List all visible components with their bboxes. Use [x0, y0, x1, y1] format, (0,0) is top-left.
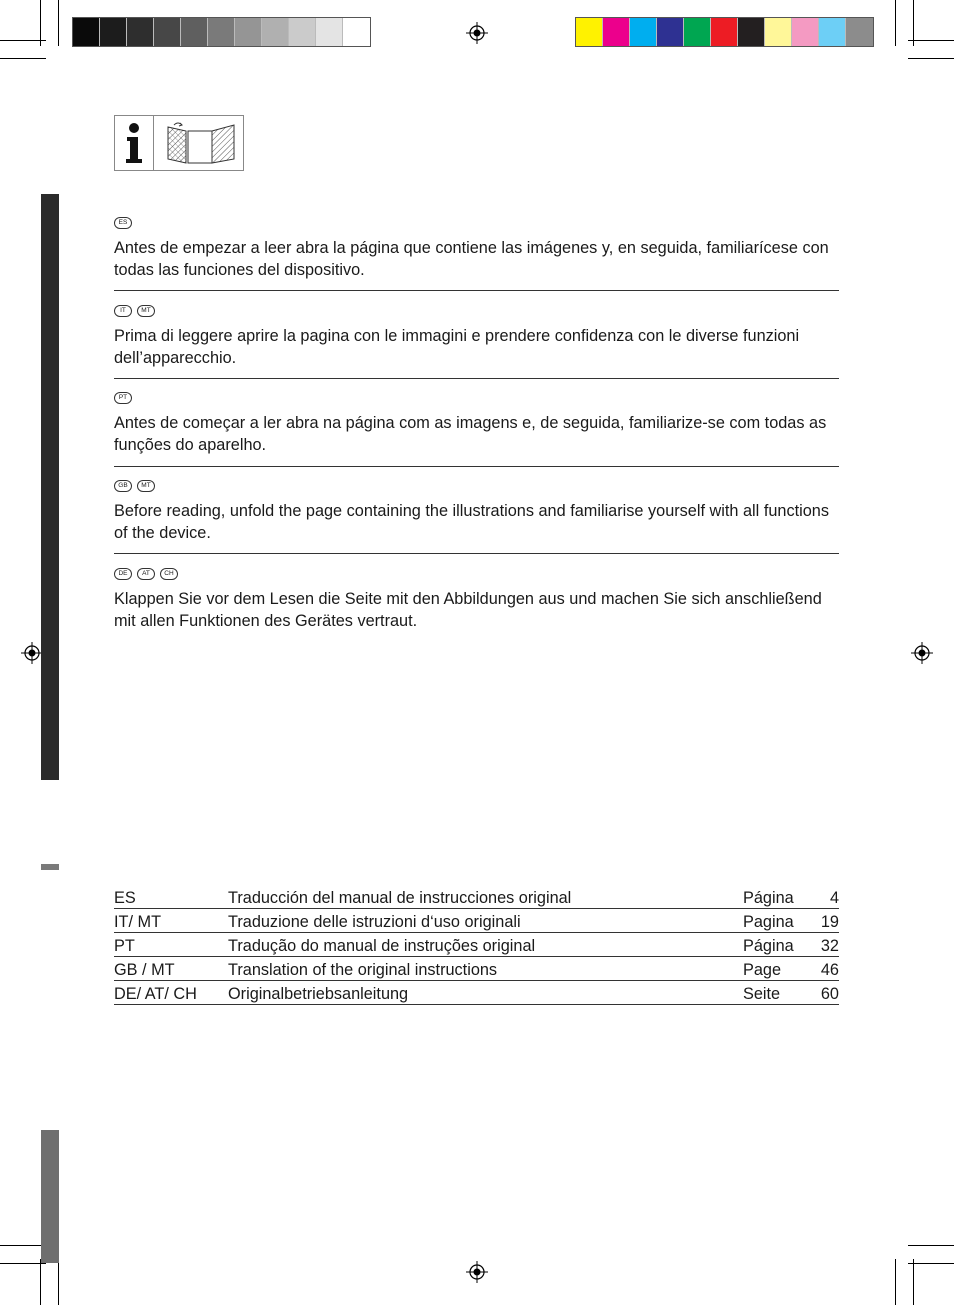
- color-swatch: [208, 18, 235, 46]
- crop-mark: [908, 40, 954, 41]
- side-bar-small: [41, 864, 59, 870]
- section-text: Klappen Sie vor dem Lesen die Seite mit den Abbildungen aus und machen Sie sich anschließend mit allen Funktionen des Gerätes vertraut.: [114, 590, 822, 630]
- color-swatch: [630, 18, 657, 46]
- toc-page-label: Seite: [743, 981, 803, 1005]
- language-badge: AT: [137, 568, 155, 580]
- language-badge: MT: [137, 480, 155, 492]
- crop-mark: [40, 1259, 41, 1305]
- registration-mark-icon: [466, 1261, 488, 1283]
- color-swatch: [73, 18, 100, 46]
- language-badges: [114, 305, 839, 317]
- table-row[interactable]: [114, 885, 839, 909]
- info-icon-box: [114, 115, 244, 171]
- section-text: Prima di leggere aprire la pagina con le immagini e prendere confidenza con le diverse funzioni dell’apparecchio.: [114, 327, 800, 367]
- color-swatch: [154, 18, 181, 46]
- crop-mark: [0, 1263, 46, 1264]
- section-pt: [114, 392, 839, 467]
- toc-page-number: 19: [803, 909, 839, 933]
- language-badge: ES: [114, 217, 132, 229]
- language-badge: CH: [160, 568, 178, 580]
- color-swatch: [316, 18, 343, 46]
- toc-language: ES: [114, 885, 228, 909]
- toc-page-number: 60: [803, 981, 839, 1005]
- registration-mark-icon: [21, 642, 43, 664]
- crop-mark: [58, 1259, 59, 1305]
- color-swatch: [819, 18, 846, 46]
- language-badge: PT: [114, 392, 132, 404]
- table-row[interactable]: [114, 957, 839, 981]
- color-swatch: [127, 18, 154, 46]
- language-badge: MT: [137, 305, 155, 317]
- toc-title: Traducción del manual de instrucciones original: [228, 885, 743, 909]
- crop-mark: [895, 1259, 896, 1305]
- section-text: Antes de empezar a leer abra la página que contiene las imágenes y, en seguida, familiarícese con todas las funciones del dispositivo.: [114, 239, 829, 279]
- language-badges: [114, 480, 839, 492]
- table-row[interactable]: [114, 933, 839, 957]
- crop-mark: [0, 58, 46, 59]
- crop-mark: [0, 40, 46, 41]
- toc-page-label: Page: [743, 957, 803, 981]
- section-it-mt: [114, 305, 839, 379]
- toc-title: Traduzione delle istruzioni d‘uso originali: [228, 909, 743, 933]
- color-swatch: [684, 18, 711, 46]
- fold-out-page-icon: [154, 116, 243, 170]
- language-badge: IT: [114, 305, 132, 317]
- color-swatch: [576, 18, 603, 46]
- registration-mark-icon: [466, 22, 488, 44]
- toc-language: IT/ MT: [114, 909, 228, 933]
- language-badge: GB: [114, 480, 132, 492]
- crop-mark: [913, 1259, 914, 1305]
- toc-language: DE/ AT/ CH: [114, 981, 228, 1005]
- toc-page-number: 32: [803, 933, 839, 957]
- language-badge: DE: [114, 568, 132, 580]
- toc-page-label: Página: [743, 885, 803, 909]
- side-bar-bottom: [41, 1130, 59, 1263]
- toc-page-number: 4: [803, 885, 839, 909]
- grayscale-bar: [72, 17, 371, 47]
- section-text: Before reading, unfold the page containing the illustrations and familiarise yourself with all functions of the device.: [114, 502, 829, 542]
- toc-page-label: Pagina: [743, 909, 803, 933]
- toc-title: Translation of the original instructions: [228, 957, 743, 981]
- section-gb-mt: [114, 480, 839, 554]
- toc-page-number: 46: [803, 957, 839, 981]
- color-swatch: [846, 18, 873, 46]
- language-badges: [114, 568, 839, 580]
- color-swatch: [765, 18, 792, 46]
- color-swatch: [792, 18, 819, 46]
- section-text: Antes de começar a ler abra na página com as imagens e, de seguida, familiarize-se com todas as funções do aparelho.: [114, 414, 827, 454]
- crop-mark: [908, 58, 954, 59]
- crop-mark: [895, 0, 896, 46]
- color-swatch: [262, 18, 289, 46]
- color-bar: [575, 17, 874, 47]
- registration-mark-icon: [911, 642, 933, 664]
- color-swatch: [181, 18, 208, 46]
- crop-mark: [908, 1263, 954, 1264]
- crop-mark: [908, 1245, 954, 1246]
- color-swatch: [657, 18, 684, 46]
- toc-title: Tradução do manual de instruções original: [228, 933, 743, 957]
- toc-page-label: Página: [743, 933, 803, 957]
- section-de-at-ch: [114, 568, 839, 634]
- section-es: [114, 217, 839, 291]
- color-swatch: [289, 18, 316, 46]
- crop-mark: [0, 1245, 46, 1246]
- toc-language: PT: [114, 933, 228, 957]
- toc-title: Originalbetriebsanleitung: [228, 981, 743, 1005]
- table-row[interactable]: [114, 909, 839, 933]
- side-bar-top: [41, 194, 59, 780]
- toc-language: GB / MT: [114, 957, 228, 981]
- color-swatch: [343, 18, 370, 46]
- color-swatch: [603, 18, 630, 46]
- language-index-table: [114, 885, 839, 1005]
- info-letter-icon: [121, 119, 147, 167]
- color-swatch: [738, 18, 765, 46]
- table-row[interactable]: [114, 981, 839, 1005]
- language-badges: [114, 217, 839, 229]
- crop-mark: [58, 0, 59, 46]
- language-badges: [114, 392, 839, 404]
- color-swatch: [100, 18, 127, 46]
- color-swatch: [711, 18, 738, 46]
- info-icon: [115, 116, 154, 170]
- color-swatch: [235, 18, 262, 46]
